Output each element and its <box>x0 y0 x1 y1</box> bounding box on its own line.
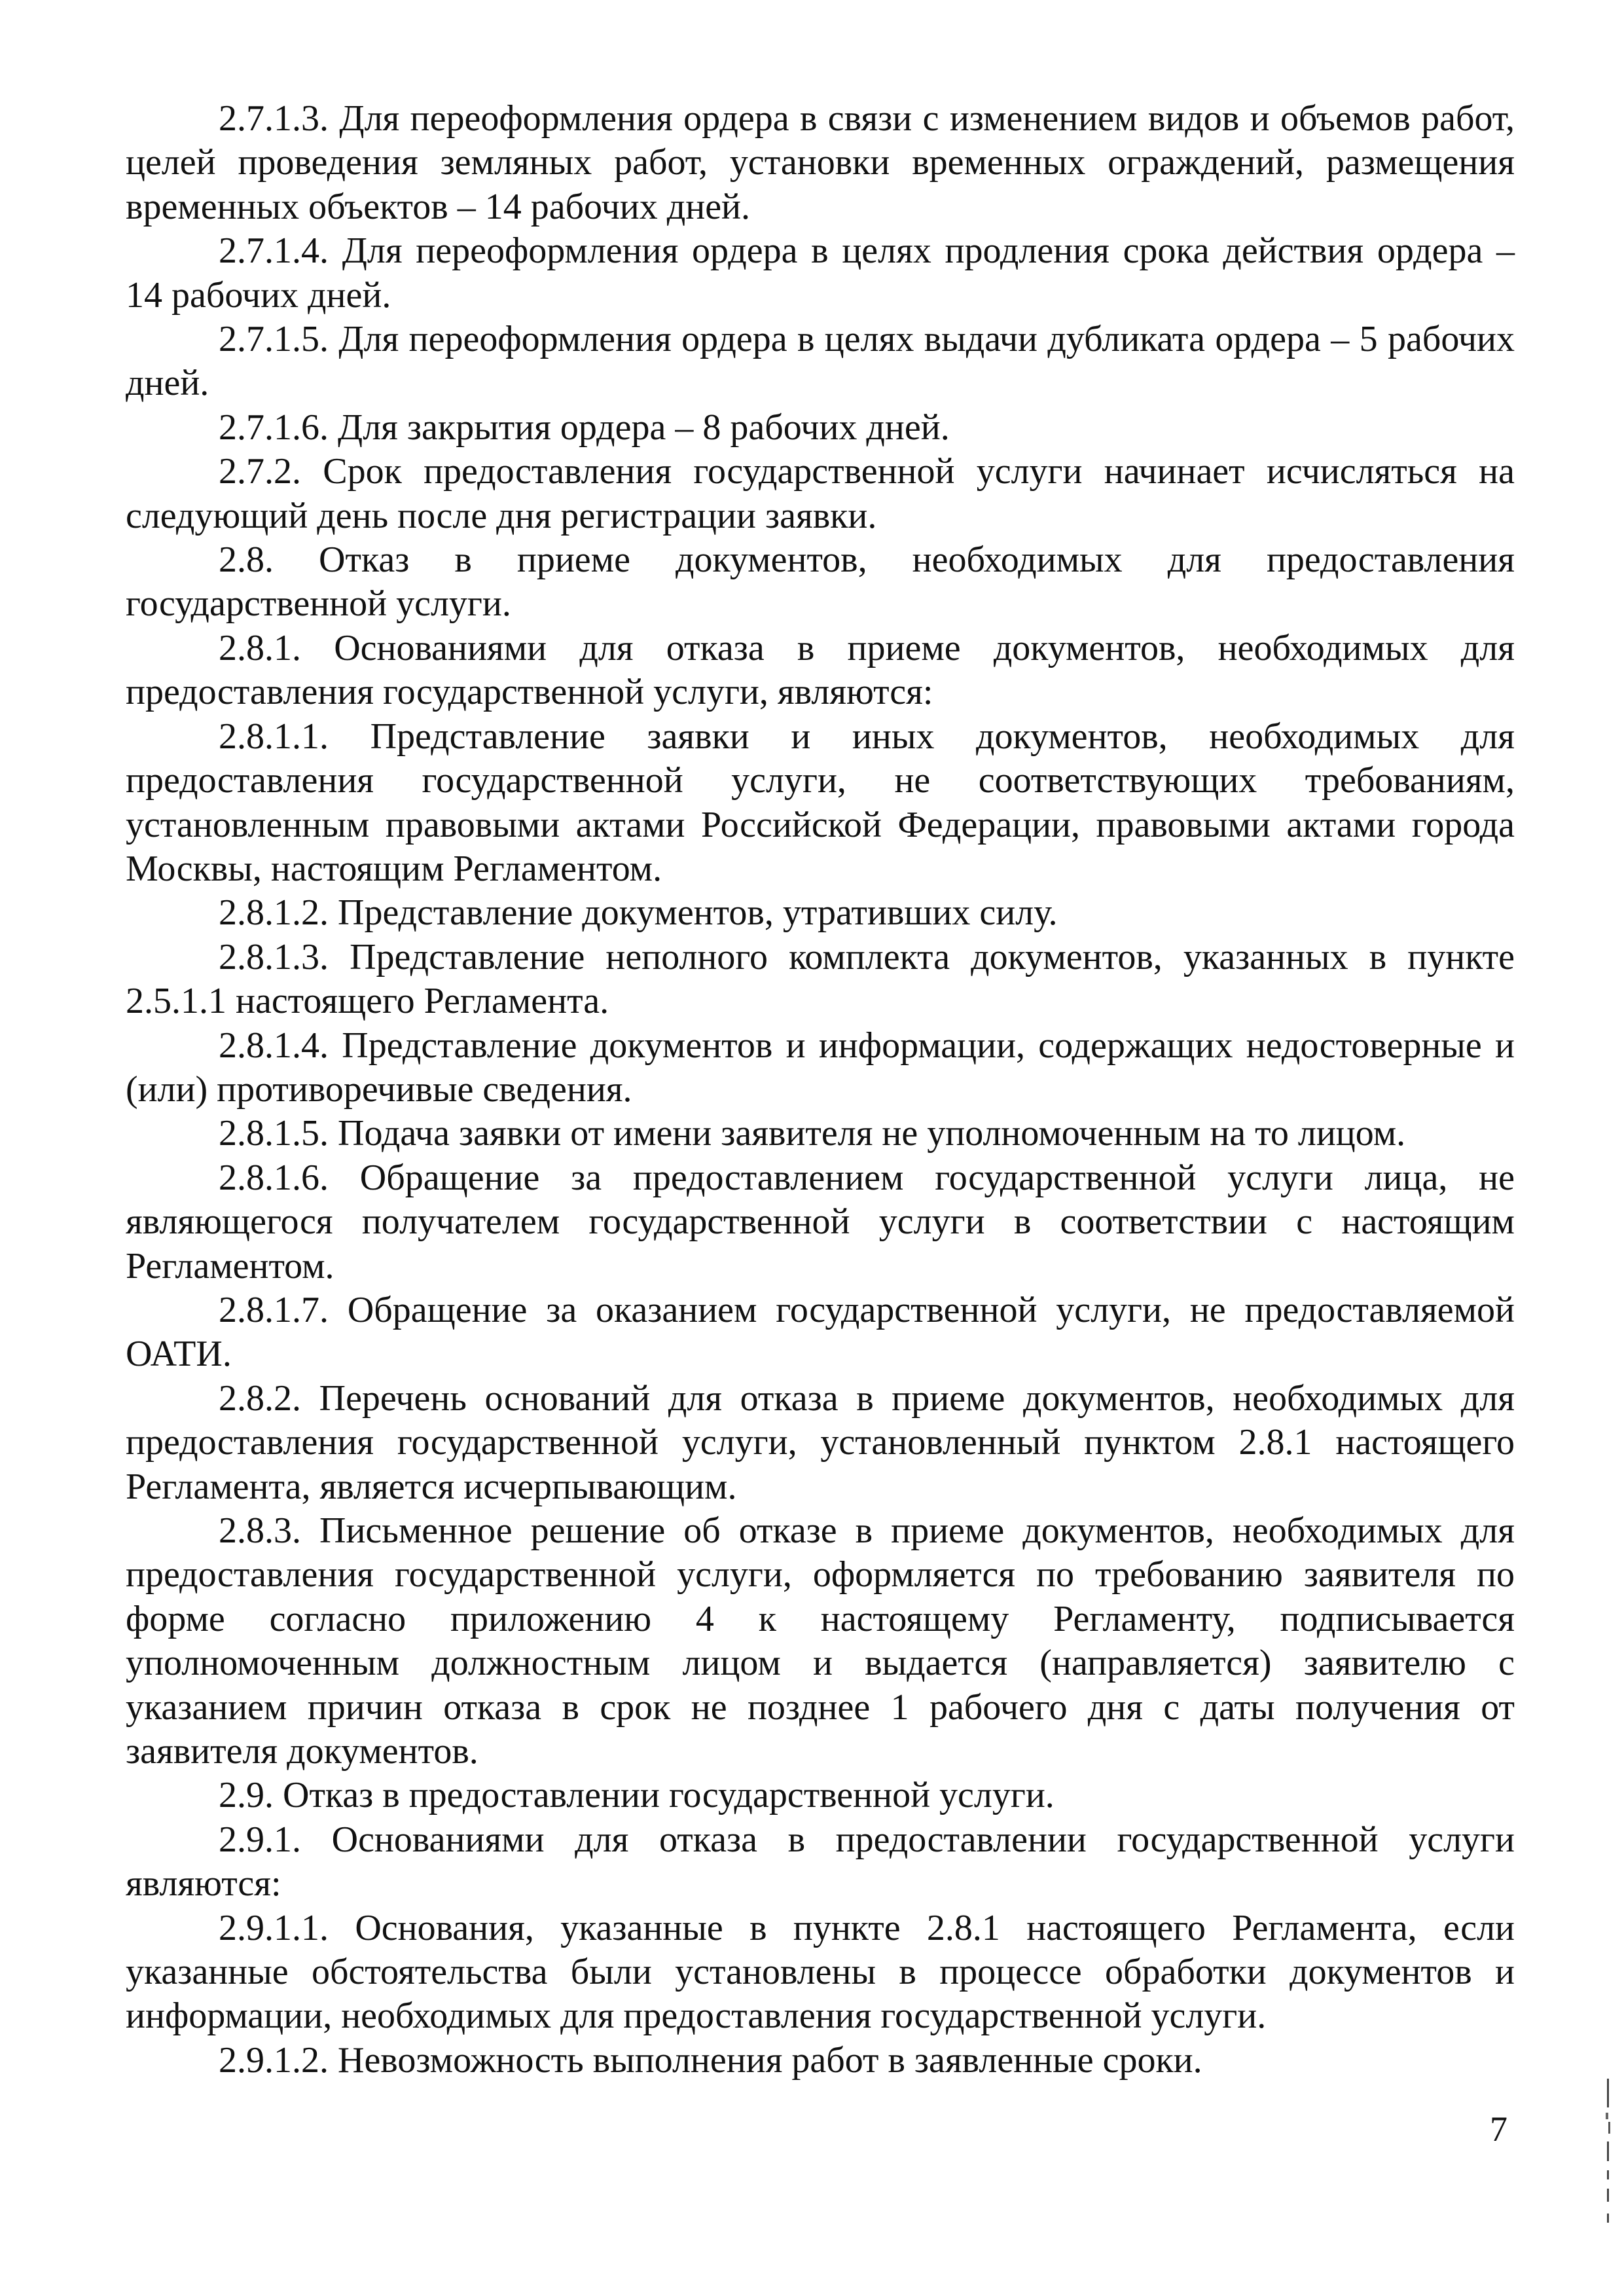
paragraph-2-7-1-4: 2.7.1.4. Для переоформления ордера в целях продления срока действия ордера – 14 рабочих дней. <box>126 230 1515 316</box>
scan-edge-marks <box>1602 2079 1613 2242</box>
paragraph-2-7-1-6: 2.7.1.6. Для закрытия ордера – 8 рабочих дней. <box>219 407 950 448</box>
page-number: 7 <box>1490 2109 1507 2149</box>
paragraph-2-7-2: 2.7.2. Срок предоставления государственной услуги начинает исчисляться на следующий день после дня регистрации заявки. <box>126 451 1515 536</box>
paragraph-2-8-1: 2.8.1. Основаниями для отказа в приеме документов, необходимых для предоставления государственной услуги, являются: <box>126 627 1515 713</box>
paragraph-2-8-2: 2.8.2. Перечень оснований для отказа в приеме документов, необходимых для предоставления государственной услуги, установленный пунктом 2.8.1 настоящего Регламента, является исчерпывающим. <box>126 1377 1515 1507</box>
paragraph-2-8-1-5: 2.8.1.5. Подача заявки от имени заявителя не уполномоченным на то лицом. <box>219 1113 1406 1154</box>
paragraph-2-7-1-3: 2.7.1.3. Для переоформления ордера в связи с изменением видов и объемов работ, целей проведения земляных работ, установки временных ограждений, размещения временных объектов – 14 рабочих дней. <box>126 98 1515 227</box>
paragraph-2-8-3: 2.8.3. Письменное решение об отказе в приеме документов, необходимых для предоставления государственной услуги, оформляется по требованию заявителя по форме согласно приложению 4 к настоящему Регламенту, подписывается уполномоченным должностным лицом и выдается (направляется) заявителю с указанием причин отказа в срок не позднее 1 рабочего дня с даты получения от заявителя документов. <box>126 1510 1515 1772</box>
paragraph-2-9-1-2: 2.9.1.2. Невозможность выполнения работ в заявленные сроки. <box>219 2039 1202 2081</box>
paragraph-2-9-1-1: 2.9.1.1. Основания, указанные в пункте 2.8.1 настоящего Регламента, если указанные обстоятельства были установлены в процессе обработки документов и информации, необходимых для предоставления государственной услуги. <box>126 1907 1515 2037</box>
paragraph-2-8-1-6: 2.8.1.6. Обращение за предоставлением государственной услуги лица, не являющегося получателем государственной услуги в соответствии с настоящим Регламентом. <box>126 1157 1515 1286</box>
paragraph-2-8-1-1: 2.8.1.1. Представление заявки и иных документов, необходимых для предоставления государственной услуги, не соответствующих требованиям, установленным правовыми актами Российской Федерации, правовыми актами города Москвы, настоящим Регламентом. <box>126 716 1515 889</box>
paragraph-2-8-1-7: 2.8.1.7. Обращение за оказанием государственной услуги, не предоставляемой ОАТИ. <box>126 1289 1515 1375</box>
paragraph-2-8: 2.8. Отказ в приеме документов, необходимых для предоставления государственной услуги. <box>126 539 1515 625</box>
paragraph-2-9: 2.9. Отказ в предоставлении государственной услуги. <box>219 1775 1055 1816</box>
paragraph-2-8-1-2: 2.8.1.2. Представление документов, утративших силу. <box>219 892 1058 934</box>
paragraph-2-8-1-3: 2.8.1.3. Представление неполного комплекта документов, указанных в пункте 2.5.1.1 настоящего Регламента. <box>126 936 1515 1022</box>
paragraph-2-8-1-4: 2.8.1.4. Представление документов и информации, содержащих недостоверные и (или) противоречивые сведения. <box>126 1025 1515 1110</box>
paragraph-2-7-1-5: 2.7.1.5. Для переоформления ордера в целях выдачи дубликата ордера – 5 рабочих дней. <box>126 319 1515 404</box>
document-body <box>126 97 1515 2083</box>
paragraph-2-9-1: 2.9.1. Основаниями для отказа в предоставлении государственной услуги являются: <box>126 1819 1515 1904</box>
